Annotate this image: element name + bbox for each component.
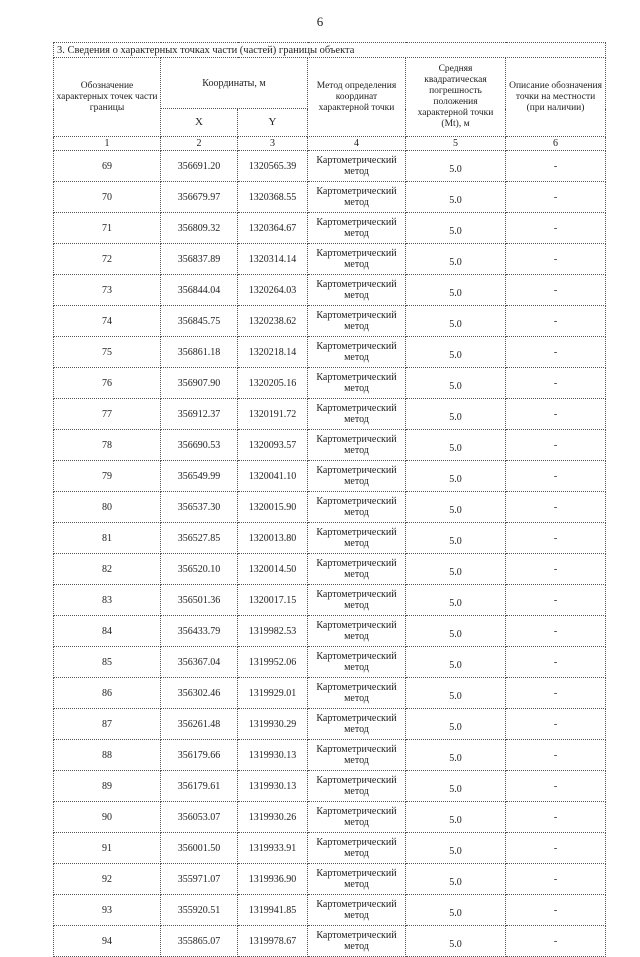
x-coordinate-cell: 356433.79 [161,616,238,647]
point-number-cell: 92 [54,864,161,895]
description-cell: - [506,895,606,926]
y-coordinate-cell: 1319978.67 [238,926,308,957]
table-row [54,864,606,895]
y-coordinate-cell: 1319936.90 [238,864,308,895]
y-coordinate-cell: 1320238.62 [238,306,308,337]
method-cell: Картометрический метод [308,399,406,430]
x-coordinate-cell: 356367.04 [161,647,238,678]
accuracy-cell: 5.0 [406,926,506,957]
point-number-cell: 73 [54,275,161,306]
method-cell: Картометрический метод [308,523,406,554]
point-number-cell: 84 [54,616,161,647]
table-row [54,492,606,523]
point-number-cell: 94 [54,926,161,957]
point-number-cell: 91 [54,833,161,864]
y-coordinate-cell: 1319933.91 [238,833,308,864]
header-designation: Обозначение характерных точек части границы [54,58,161,137]
accuracy-cell: 5.0 [406,585,506,616]
y-coordinate-cell: 1319982.53 [238,616,308,647]
section-title-row [54,43,606,58]
x-coordinate-cell: 356527.85 [161,523,238,554]
table-row [54,337,606,368]
point-number-cell: 82 [54,554,161,585]
point-number-cell: 70 [54,182,161,213]
x-coordinate-cell: 356844.04 [161,275,238,306]
x-coordinate-cell: 356001.50 [161,833,238,864]
x-coordinate-cell: 356520.10 [161,554,238,585]
method-cell: Картометрический метод [308,492,406,523]
accuracy-cell: 5.0 [406,151,506,182]
table-row [54,306,606,337]
y-coordinate-cell: 1320191.72 [238,399,308,430]
description-cell: - [506,399,606,430]
description-cell: - [506,740,606,771]
point-number-cell: 72 [54,244,161,275]
table-row [54,430,606,461]
boundary-points-table [53,42,606,957]
accuracy-cell: 5.0 [406,275,506,306]
method-cell: Картометрический метод [308,182,406,213]
point-number-cell: 78 [54,430,161,461]
method-cell: Картометрический метод [308,895,406,926]
accuracy-cell: 5.0 [406,182,506,213]
header-x: X [161,109,238,137]
description-cell: - [506,430,606,461]
description-cell: - [506,802,606,833]
section-title: 3. Сведения о характерных точках части (частей) границы объекта [54,43,606,58]
table-row [54,275,606,306]
point-number-cell: 69 [54,151,161,182]
y-coordinate-cell: 1319930.13 [238,740,308,771]
description-cell: - [506,833,606,864]
accuracy-cell: 5.0 [406,740,506,771]
column-number: 1 [54,137,161,151]
table-row [54,399,606,430]
method-cell: Картометрический метод [308,368,406,399]
method-cell: Картометрический метод [308,678,406,709]
description-cell: - [506,368,606,399]
x-coordinate-cell: 356907.90 [161,368,238,399]
header-accuracy: Средняя квадратическая погрешность положения характерной точки (Mt), м [406,58,506,137]
y-coordinate-cell: 1319941.85 [238,895,308,926]
method-cell: Картометрический метод [308,275,406,306]
column-number-row [54,137,606,151]
y-coordinate-cell: 1320041.10 [238,461,308,492]
method-cell: Картометрический метод [308,151,406,182]
accuracy-cell: 5.0 [406,430,506,461]
table-row [54,678,606,709]
accuracy-cell: 5.0 [406,523,506,554]
point-number-cell: 86 [54,678,161,709]
x-coordinate-cell: 356679.97 [161,182,238,213]
point-number-cell: 83 [54,585,161,616]
method-cell: Картометрический метод [308,647,406,678]
x-coordinate-cell: 355971.07 [161,864,238,895]
accuracy-cell: 5.0 [406,709,506,740]
description-cell: - [506,461,606,492]
x-coordinate-cell: 356053.07 [161,802,238,833]
x-coordinate-cell: 356837.89 [161,244,238,275]
method-cell: Картометрический метод [308,461,406,492]
table-row [54,213,606,244]
table-row [54,802,606,833]
description-cell: - [506,585,606,616]
method-cell: Картометрический метод [308,213,406,244]
table-row [54,523,606,554]
table-row [54,616,606,647]
y-coordinate-cell: 1320013.80 [238,523,308,554]
accuracy-cell: 5.0 [406,678,506,709]
description-cell: - [506,337,606,368]
point-number-cell: 79 [54,461,161,492]
method-cell: Картометрический метод [308,430,406,461]
description-cell: - [506,182,606,213]
accuracy-cell: 5.0 [406,337,506,368]
header-y: Y [238,109,308,137]
x-coordinate-cell: 356861.18 [161,337,238,368]
column-number: 2 [161,137,238,151]
method-cell: Картометрический метод [308,833,406,864]
accuracy-cell: 5.0 [406,864,506,895]
description-cell: - [506,678,606,709]
accuracy-cell: 5.0 [406,399,506,430]
table-row [54,709,606,740]
description-cell: - [506,151,606,182]
x-coordinate-cell: 355865.07 [161,926,238,957]
table-row [54,895,606,926]
point-number-cell: 87 [54,709,161,740]
x-coordinate-cell: 356912.37 [161,399,238,430]
table-row [54,771,606,802]
table-row [54,182,606,213]
table-row [54,647,606,678]
description-cell: - [506,523,606,554]
x-coordinate-cell: 356302.46 [161,678,238,709]
x-coordinate-cell: 355920.51 [161,895,238,926]
accuracy-cell: 5.0 [406,833,506,864]
method-cell: Картометрический метод [308,864,406,895]
point-number-cell: 76 [54,368,161,399]
y-coordinate-cell: 1320264.03 [238,275,308,306]
point-number-cell: 89 [54,771,161,802]
x-coordinate-cell: 356809.32 [161,213,238,244]
method-cell: Картометрический метод [308,244,406,275]
point-number-cell: 71 [54,213,161,244]
description-cell: - [506,616,606,647]
y-coordinate-cell: 1320015.90 [238,492,308,523]
x-coordinate-cell: 356537.30 [161,492,238,523]
x-coordinate-cell: 356690.53 [161,430,238,461]
y-coordinate-cell: 1320205.16 [238,368,308,399]
method-cell: Картометрический метод [308,740,406,771]
description-cell: - [506,647,606,678]
description-cell: - [506,709,606,740]
y-coordinate-cell: 1319930.26 [238,802,308,833]
x-coordinate-cell: 356845.75 [161,306,238,337]
y-coordinate-cell: 1320314.14 [238,244,308,275]
table-row [54,151,606,182]
header-method: Метод определения координат характерной точки [308,58,406,137]
y-coordinate-cell: 1319930.29 [238,709,308,740]
accuracy-cell: 5.0 [406,368,506,399]
table-row [54,461,606,492]
y-coordinate-cell: 1320368.55 [238,182,308,213]
description-cell: - [506,244,606,275]
method-cell: Картометрический метод [308,771,406,802]
point-number-cell: 74 [54,306,161,337]
point-number-cell: 88 [54,740,161,771]
header-row [54,58,606,109]
column-number: 5 [406,137,506,151]
y-coordinate-cell: 1319952.06 [238,647,308,678]
table-row [54,244,606,275]
y-coordinate-cell: 1319929.01 [238,678,308,709]
page-number: 6 [316,14,324,29]
accuracy-cell: 5.0 [406,771,506,802]
point-number-cell: 93 [54,895,161,926]
method-cell: Картометрический метод [308,926,406,957]
point-number-cell: 81 [54,523,161,554]
column-number: 3 [238,137,308,151]
x-coordinate-cell: 356179.61 [161,771,238,802]
y-coordinate-cell: 1320218.14 [238,337,308,368]
table-row [54,585,606,616]
accuracy-cell: 5.0 [406,492,506,523]
accuracy-cell: 5.0 [406,244,506,275]
accuracy-cell: 5.0 [406,306,506,337]
accuracy-cell: 5.0 [406,802,506,833]
x-coordinate-cell: 356179.66 [161,740,238,771]
description-cell: - [506,492,606,523]
y-coordinate-cell: 1320364.67 [238,213,308,244]
y-coordinate-cell: 1320014.50 [238,554,308,585]
accuracy-cell: 5.0 [406,461,506,492]
method-cell: Картометрический метод [308,337,406,368]
x-coordinate-cell: 356501.36 [161,585,238,616]
header-coordinates: Координаты, м [161,58,308,109]
table-row [54,368,606,399]
x-coordinate-cell: 356261.48 [161,709,238,740]
description-cell: - [506,306,606,337]
description-cell: - [506,554,606,585]
table-row [54,833,606,864]
y-coordinate-cell: 1320565.39 [238,151,308,182]
description-cell: - [506,275,606,306]
method-cell: Картометрический метод [308,306,406,337]
point-number-cell: 90 [54,802,161,833]
x-coordinate-cell: 356549.99 [161,461,238,492]
accuracy-cell: 5.0 [406,213,506,244]
accuracy-cell: 5.0 [406,554,506,585]
method-cell: Картометрический метод [308,554,406,585]
table-row [54,740,606,771]
method-cell: Картометрический метод [308,709,406,740]
y-coordinate-cell: 1319930.13 [238,771,308,802]
column-number: 4 [308,137,406,151]
accuracy-cell: 5.0 [406,895,506,926]
description-cell: - [506,864,606,895]
table-row [54,554,606,585]
y-coordinate-cell: 1320017.15 [238,585,308,616]
x-coordinate-cell: 356691.20 [161,151,238,182]
point-number-cell: 77 [54,399,161,430]
description-cell: - [506,771,606,802]
method-cell: Картометрический метод [308,802,406,833]
point-number-cell: 80 [54,492,161,523]
header-description: Описание обозначения точки на местности (при наличии) [506,58,606,137]
method-cell: Картометрический метод [308,616,406,647]
description-cell: - [506,926,606,957]
description-cell: - [506,213,606,244]
point-number-cell: 75 [54,337,161,368]
column-number: 6 [506,137,606,151]
table-row [54,926,606,957]
method-cell: Картометрический метод [308,585,406,616]
accuracy-cell: 5.0 [406,616,506,647]
point-number-cell: 85 [54,647,161,678]
y-coordinate-cell: 1320093.57 [238,430,308,461]
accuracy-cell: 5.0 [406,647,506,678]
